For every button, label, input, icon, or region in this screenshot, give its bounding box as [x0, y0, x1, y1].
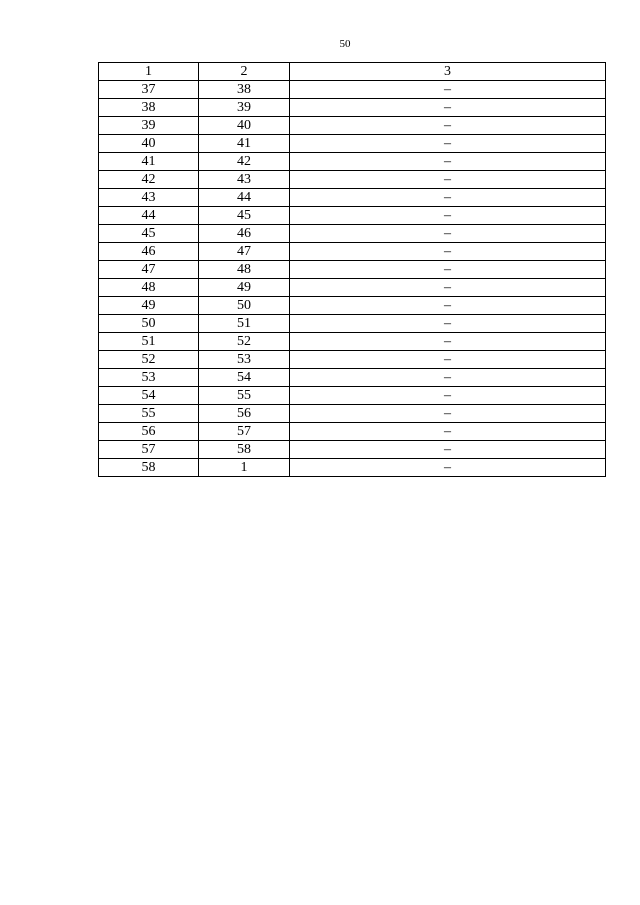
table-row — [99, 369, 606, 387]
column-header-2: 2 — [199, 63, 290, 81]
table-cell-col-1: 42 — [99, 171, 199, 189]
table-cell-col-2: 54 — [199, 369, 290, 387]
table-row — [99, 117, 606, 135]
table-cell-col-1: 38 — [99, 99, 199, 117]
table-row — [99, 441, 606, 459]
table-cell-col-3: – — [290, 405, 606, 423]
table-cell-col-1: 45 — [99, 225, 199, 243]
table-cell-col-2: 38 — [199, 81, 290, 99]
column-header-1: 1 — [99, 63, 199, 81]
table-cell-col-1: 41 — [99, 153, 199, 171]
table-cell-col-1: 48 — [99, 279, 199, 297]
table-row — [99, 99, 606, 117]
table-cell-col-2: 49 — [199, 279, 290, 297]
table-cell-col-3: – — [290, 189, 606, 207]
table-row — [99, 333, 606, 351]
table-row — [99, 387, 606, 405]
table-cell-col-1: 44 — [99, 207, 199, 225]
table-cell-col-1: 58 — [99, 459, 199, 477]
table-cell-col-1: 39 — [99, 117, 199, 135]
table-row — [99, 279, 606, 297]
table-row — [99, 153, 606, 171]
data-table — [98, 62, 606, 477]
table-row — [99, 81, 606, 99]
table-body — [99, 81, 606, 477]
column-header-3: 3 — [290, 63, 606, 81]
table-cell-col-2: 46 — [199, 225, 290, 243]
table-cell-col-2: 51 — [199, 315, 290, 333]
table-cell-col-3: – — [290, 279, 606, 297]
table-cell-col-2: 41 — [199, 135, 290, 153]
table-cell-col-1: 43 — [99, 189, 199, 207]
table-row — [99, 171, 606, 189]
table-row — [99, 405, 606, 423]
table-cell-col-1: 57 — [99, 441, 199, 459]
table-cell-col-3: – — [290, 333, 606, 351]
table-header — [99, 63, 606, 81]
table-cell-col-2: 57 — [199, 423, 290, 441]
table-row — [99, 315, 606, 333]
table-cell-col-3: – — [290, 261, 606, 279]
table-cell-col-3: – — [290, 225, 606, 243]
table-cell-col-2: 42 — [199, 153, 290, 171]
table-row — [99, 459, 606, 477]
table-cell-col-3: – — [290, 297, 606, 315]
table-cell-col-3: – — [290, 459, 606, 477]
table-cell-col-1: 49 — [99, 297, 199, 315]
table-cell-col-1: 37 — [99, 81, 199, 99]
table-cell-col-1: 51 — [99, 333, 199, 351]
table-row — [99, 261, 606, 279]
table-cell-col-2: 58 — [199, 441, 290, 459]
table-cell-col-2: 43 — [199, 171, 290, 189]
table-row — [99, 243, 606, 261]
table-row — [99, 297, 606, 315]
table-cell-col-1: 52 — [99, 351, 199, 369]
table-cell-col-3: – — [290, 135, 606, 153]
table-cell-col-1: 50 — [99, 315, 199, 333]
table-cell-col-3: – — [290, 99, 606, 117]
table-header-row — [99, 63, 606, 81]
table-cell-col-2: 50 — [199, 297, 290, 315]
table-cell-col-1: 56 — [99, 423, 199, 441]
table-cell-col-3: – — [290, 243, 606, 261]
table-row — [99, 189, 606, 207]
table-cell-col-2: 40 — [199, 117, 290, 135]
table-cell-col-2: 45 — [199, 207, 290, 225]
table-cell-col-2: 48 — [199, 261, 290, 279]
table-row — [99, 207, 606, 225]
table-cell-col-3: – — [290, 387, 606, 405]
table-cell-col-3: – — [290, 315, 606, 333]
table-cell-col-3: – — [290, 423, 606, 441]
table-cell-col-3: – — [290, 441, 606, 459]
table-cell-col-2: 1 — [199, 459, 290, 477]
table-cell-col-3: – — [290, 81, 606, 99]
table-cell-col-1: 53 — [99, 369, 199, 387]
table-cell-col-3: – — [290, 153, 606, 171]
table-cell-col-1: 55 — [99, 405, 199, 423]
table-cell-col-1: 40 — [99, 135, 199, 153]
table-cell-col-2: 44 — [199, 189, 290, 207]
table-cell-col-3: – — [290, 369, 606, 387]
table-cell-col-2: 53 — [199, 351, 290, 369]
table-cell-col-1: 46 — [99, 243, 199, 261]
table-cell-col-3: – — [290, 207, 606, 225]
table-row — [99, 225, 606, 243]
table-cell-col-1: 47 — [99, 261, 199, 279]
table-cell-col-2: 56 — [199, 405, 290, 423]
table-cell-col-3: – — [290, 351, 606, 369]
table-row — [99, 135, 606, 153]
table-cell-col-3: – — [290, 117, 606, 135]
table-cell-col-1: 54 — [99, 387, 199, 405]
table-cell-col-3: – — [290, 171, 606, 189]
table-row — [99, 351, 606, 369]
page-number: 50 — [339, 38, 351, 50]
table-cell-col-2: 47 — [199, 243, 290, 261]
table-cell-col-2: 55 — [199, 387, 290, 405]
table-cell-col-2: 52 — [199, 333, 290, 351]
table-row — [99, 423, 606, 441]
table-cell-col-2: 39 — [199, 99, 290, 117]
